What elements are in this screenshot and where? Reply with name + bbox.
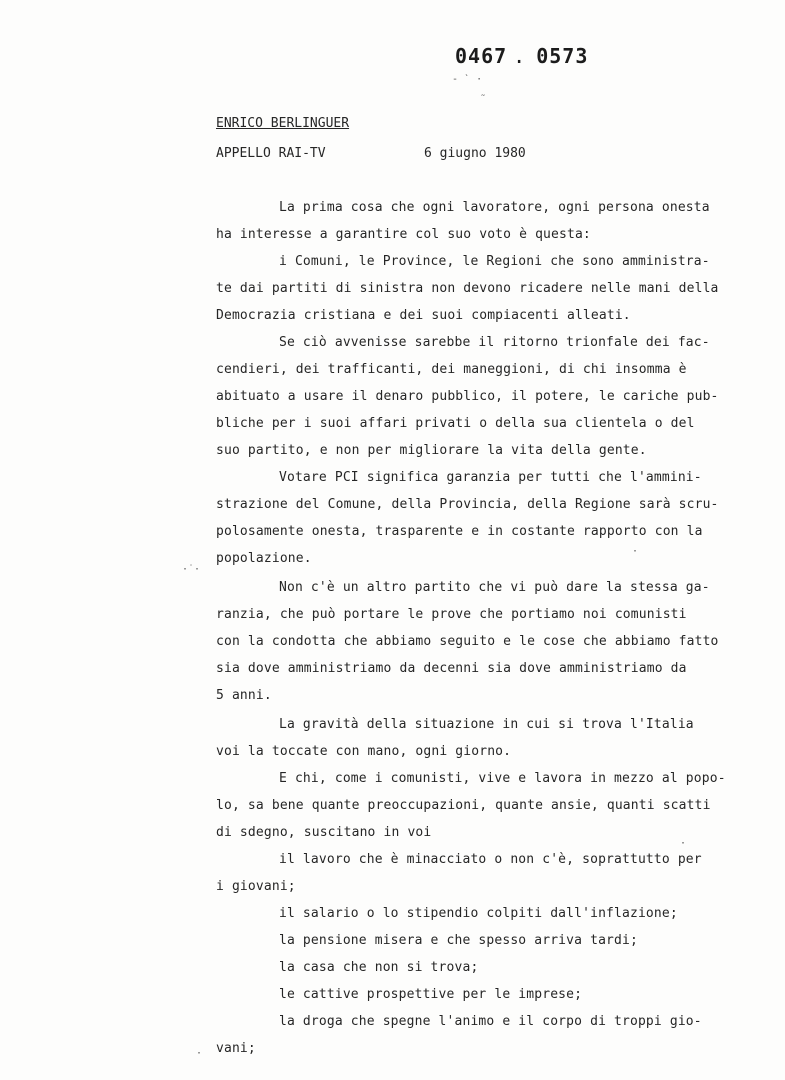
ink-speck: ˜ xyxy=(480,94,487,105)
body-line: Non c'è un altro partito che vi può dare la stessa ga- xyxy=(279,580,710,595)
body-line: Se ciò avvenisse sarebbe il ritorno trionfale dei fac- xyxy=(279,335,710,350)
body-line: i giovani; xyxy=(216,879,296,894)
ink-speck: · xyxy=(680,838,687,849)
body-line: le cattive prospettive per le imprese; xyxy=(279,987,583,1002)
body-line: polosamente onesta, trasparente e in costante rapporto con la xyxy=(216,524,703,539)
body-line: voi la toccate con mano, ogni giorno. xyxy=(216,744,512,759)
body-line: la pensione misera e che spesso arriva tardi; xyxy=(279,933,638,948)
body-line: Democrazia cristiana e dei suoi compiacenti alleati. xyxy=(216,308,631,323)
ink-speck: · xyxy=(632,546,639,557)
document-number xyxy=(455,44,588,68)
body-line: la droga che spegne l'animo e il corpo di troppi gio- xyxy=(279,1014,702,1029)
ink-speck: ·˙· xyxy=(182,564,201,575)
body-line: te dai partiti di sinistra non devono ricadere nelle mani della xyxy=(216,281,719,296)
body-line: il salario o lo stipendio colpiti dall'inflazione; xyxy=(279,906,678,921)
document-number-b: 0573 xyxy=(536,44,589,68)
body-line: La gravità della situazione in cui si trova l'Italia xyxy=(279,717,694,732)
body-line: vani; xyxy=(216,1041,256,1056)
body-line: sia dove amministriamo da decenni sia dove amministriamo da xyxy=(216,661,687,676)
body-line: suo partito, e non per migliorare la vita della gente. xyxy=(216,443,647,458)
body-line: Votare PCI significa garanzia per tutti che l'ammini- xyxy=(279,470,702,485)
body-line: popolazione. xyxy=(216,551,312,566)
body-line: cendieri, dei trafficanti, dei maneggioni, di chi insomma è xyxy=(216,362,687,377)
body-line: abituato a usare il denaro pubblico, il potere, le cariche pub- xyxy=(216,389,719,404)
body-line: ha interesse a garantire col suo voto è questa: xyxy=(216,227,591,242)
body-line: di sdegno, suscitano in voi xyxy=(216,825,432,840)
body-line: i Comuni, le Province, le Regioni che sono amministra- xyxy=(279,254,710,269)
ink-speck: ‐ ˋ · xyxy=(452,74,483,85)
document-number-a: 0467 xyxy=(455,44,508,68)
author-name: ENRICO BERLINGUER xyxy=(216,116,350,131)
number-separator: . xyxy=(513,44,527,68)
document-title: APPELLO RAI-TV xyxy=(216,146,326,161)
body-line: con la condotta che abbiamo seguito e le cose che abbiamo fatto xyxy=(216,634,719,649)
body-line: 5 anni. xyxy=(216,688,272,703)
document-date: 6 giugno 1980 xyxy=(424,146,526,161)
body-line: strazione del Comune, della Provincia, della Regione sarà scru- xyxy=(216,497,719,512)
body-line: La prima cosa che ogni lavoratore, ogni persona onesta xyxy=(279,200,710,215)
body-line: ranzia, che può portare le prove che portiamo noi comunisti xyxy=(216,607,687,622)
body-line: lo, sa bene quante preoccupazioni, quante ansie, quanti scatti xyxy=(216,798,711,813)
ink-speck: · xyxy=(196,1048,203,1059)
body-line: la casa che non si trova; xyxy=(279,960,479,975)
body-line: E chi, come i comunisti, vive e lavora in mezzo al popo- xyxy=(279,771,726,786)
body-line: il lavoro che è minacciato o non c'è, soprattutto per xyxy=(279,852,702,867)
body-line: bliche per i suoi affari privati o della sua clientela o del xyxy=(216,416,695,431)
